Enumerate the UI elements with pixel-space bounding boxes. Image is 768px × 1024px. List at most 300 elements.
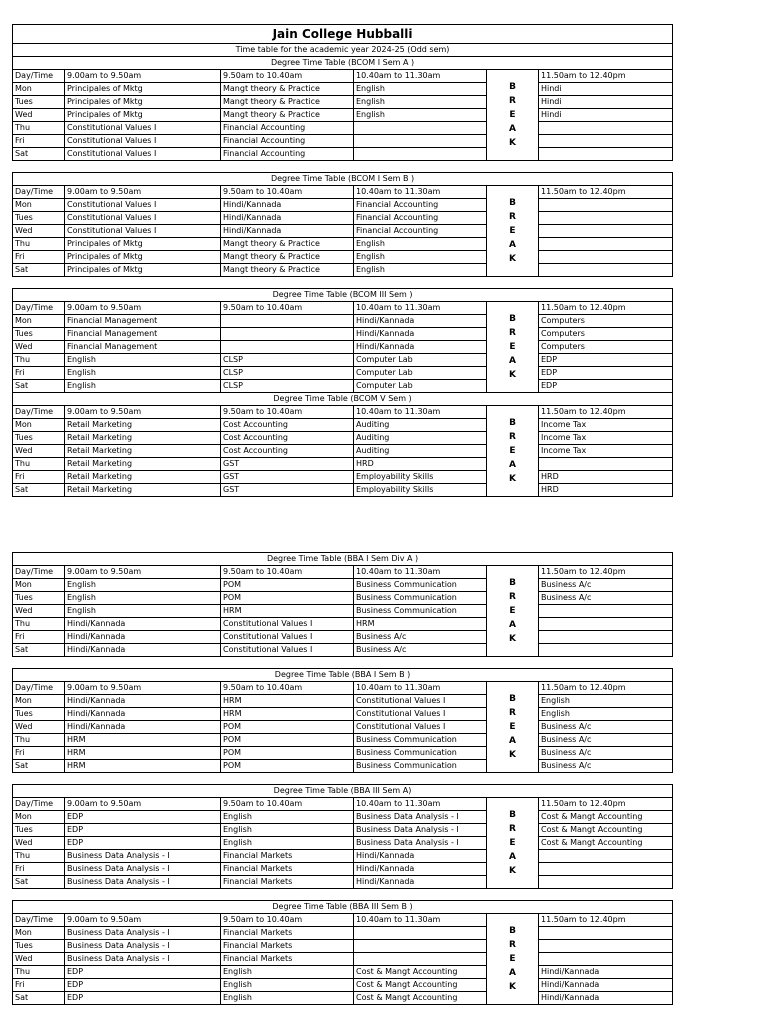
table-cell: Mon xyxy=(13,811,65,824)
table-cell: Tues xyxy=(13,432,65,445)
table-cell: Constitutional Values I xyxy=(65,212,221,225)
table-cell xyxy=(354,135,487,148)
table-cell: Auditing xyxy=(354,432,487,445)
table-cell: English xyxy=(65,579,221,592)
table-cell: Principales of Mktg xyxy=(65,96,221,109)
timetable-block xyxy=(12,668,673,773)
table-row xyxy=(13,927,673,940)
section-gap xyxy=(12,277,672,288)
column-header: 10.40am to 11.30am xyxy=(354,566,487,579)
header-row xyxy=(13,406,673,419)
table-cell: Employability Skills xyxy=(354,471,487,484)
timetable-sheet xyxy=(12,24,672,1005)
table-row xyxy=(13,199,673,212)
table-cell xyxy=(539,135,673,148)
table-cell: Retail Marketing xyxy=(65,458,221,471)
column-header: 9.50am to 10.40am xyxy=(221,186,354,199)
table-cell: Retail Marketing xyxy=(65,484,221,497)
column-header: 9.00am to 9.50am xyxy=(65,682,221,695)
table-cell: Fri xyxy=(13,471,65,484)
table-cell xyxy=(221,315,354,328)
header-row xyxy=(13,302,673,315)
column-header: Day/Time xyxy=(13,798,65,811)
table-cell: Computers xyxy=(539,341,673,354)
table-cell xyxy=(354,953,487,966)
table-cell: Mangt theory & Practice xyxy=(221,238,354,251)
table-row xyxy=(13,618,673,631)
table-cell: Fri xyxy=(13,747,65,760)
column-header: 9.00am to 9.50am xyxy=(65,186,221,199)
column-header: 11.50am to 12.40pm xyxy=(539,566,673,579)
break-letter: B xyxy=(509,314,516,324)
column-header: 9.50am to 10.40am xyxy=(221,798,354,811)
table-cell: Hindi/Kannada xyxy=(539,992,673,1005)
table-row xyxy=(13,940,673,953)
table-cell: Hindi/Kannada xyxy=(354,863,487,876)
break-letter: R xyxy=(509,708,516,718)
section-gap xyxy=(12,773,672,784)
timetable-block xyxy=(12,552,673,657)
table-cell: Business A/c xyxy=(539,760,673,773)
break-letter: A xyxy=(509,460,516,470)
table-title-row xyxy=(13,393,673,406)
table-cell: Income Tax xyxy=(539,445,673,458)
table-cell: Employability Skills xyxy=(354,484,487,497)
table-cell: GST xyxy=(221,471,354,484)
table-cell xyxy=(539,238,673,251)
break-column xyxy=(487,70,539,161)
column-header: 10.40am to 11.30am xyxy=(354,406,487,419)
table-cell xyxy=(539,225,673,238)
table-cell: Business Communication xyxy=(354,579,487,592)
table-title: Degree Time Table (BBA I Sem B ) xyxy=(13,669,673,682)
column-header: 10.40am to 11.30am xyxy=(354,186,487,199)
table-title: Degree Time Table (BCOM V Sem ) xyxy=(13,393,673,406)
table-cell: CLSP xyxy=(221,354,354,367)
table-cell: Hindi/Kannada xyxy=(539,979,673,992)
table-row xyxy=(13,747,673,760)
table-cell: HRM xyxy=(65,734,221,747)
table-cell: Business A/c xyxy=(539,721,673,734)
table-cell xyxy=(221,328,354,341)
timetable-block xyxy=(12,288,673,497)
column-header: 10.40am to 11.30am xyxy=(354,70,487,83)
table-cell: Cost Accounting xyxy=(221,419,354,432)
table-cell: Business A/c xyxy=(539,747,673,760)
column-header: Day/Time xyxy=(13,186,65,199)
section-gap xyxy=(12,657,672,668)
table-cell: Financial Markets xyxy=(221,940,354,953)
table-cell: Mangt theory & Practice xyxy=(221,251,354,264)
table-cell: Constitutional Values I xyxy=(65,135,221,148)
college-row xyxy=(13,25,673,44)
table-cell: Financial Management xyxy=(65,315,221,328)
table-cell: EDP xyxy=(65,979,221,992)
break-letter: B xyxy=(509,418,516,428)
table-cell: Cost & Mangt Accounting xyxy=(539,837,673,850)
table-cell: Business A/c xyxy=(539,579,673,592)
table-cell: Tues xyxy=(13,212,65,225)
table-cell: Business A/c xyxy=(354,644,487,657)
column-header: 9.00am to 9.50am xyxy=(65,302,221,315)
break-letter: B xyxy=(509,694,516,704)
column-header: 9.00am to 9.50am xyxy=(65,566,221,579)
table-cell xyxy=(539,618,673,631)
break-letter: A xyxy=(509,240,516,250)
table-cell: Principales of Mktg xyxy=(65,109,221,122)
table-cell: Cost & Mangt Accounting xyxy=(539,824,673,837)
table-row xyxy=(13,458,673,471)
table-title: Degree Time Table (BBA III Sem B ) xyxy=(13,901,673,914)
table-cell: Business Data Analysis - I xyxy=(65,876,221,889)
table-cell: Wed xyxy=(13,109,65,122)
column-header: Day/Time xyxy=(13,914,65,927)
timetable-block xyxy=(12,900,673,1005)
table-cell: Mon xyxy=(13,83,65,96)
table-cell: Thu xyxy=(13,354,65,367)
table-row xyxy=(13,708,673,721)
table-cell: HRD xyxy=(354,458,487,471)
table-row xyxy=(13,760,673,773)
table-cell xyxy=(539,212,673,225)
table-cell: Hindi/Kannada xyxy=(65,695,221,708)
break-column xyxy=(487,406,539,497)
table-cell: Business Data Analysis - I xyxy=(65,940,221,953)
column-header: Day/Time xyxy=(13,566,65,579)
table-row xyxy=(13,979,673,992)
table-cell: EDP xyxy=(539,367,673,380)
timetable-block xyxy=(12,784,673,889)
table-cell: Mangt theory & Practice xyxy=(221,264,354,277)
table-cell: Constitutional Values I xyxy=(221,644,354,657)
table-cell: Fri xyxy=(13,631,65,644)
break-column xyxy=(487,914,539,1005)
column-header: 9.50am to 10.40am xyxy=(221,566,354,579)
table-title-row xyxy=(13,785,673,798)
table-row xyxy=(13,992,673,1005)
table-cell: EDP xyxy=(539,380,673,393)
table-cell xyxy=(539,264,673,277)
table-cell xyxy=(539,927,673,940)
table-cell: Business A/c xyxy=(539,592,673,605)
break-letter: E xyxy=(509,606,516,616)
table-cell: Business A/c xyxy=(354,631,487,644)
break-letter: K xyxy=(509,474,516,484)
table-cell: Business Communication xyxy=(354,592,487,605)
break-column xyxy=(487,302,539,393)
table-cell: HRM xyxy=(354,618,487,631)
column-header: Day/Time xyxy=(13,682,65,695)
table-cell: English xyxy=(221,966,354,979)
column-header: 9.00am to 9.50am xyxy=(65,70,221,83)
table-cell: Hindi/Kannada xyxy=(221,212,354,225)
table-cell: HRM xyxy=(221,605,354,618)
table-row xyxy=(13,264,673,277)
table-cell: Constitutional Values I xyxy=(221,631,354,644)
table-row xyxy=(13,966,673,979)
table-cell: Constitutional Values I xyxy=(65,148,221,161)
table-cell xyxy=(539,122,673,135)
table-cell: English xyxy=(539,708,673,721)
table-cell: HRD xyxy=(539,484,673,497)
break-letter: R xyxy=(509,940,516,950)
break-letter: B xyxy=(509,578,516,588)
table-cell: POM xyxy=(221,579,354,592)
section-gap xyxy=(12,889,672,900)
table-cell: Hindi/Kannada xyxy=(354,850,487,863)
table-row xyxy=(13,225,673,238)
table-cell: Business Data Analysis - I xyxy=(65,927,221,940)
break-letter: B xyxy=(509,810,516,820)
column-header: 9.50am to 10.40am xyxy=(221,406,354,419)
table-row xyxy=(13,953,673,966)
table-title-row xyxy=(13,173,673,186)
table-cell xyxy=(354,122,487,135)
table-cell: Cost Accounting xyxy=(221,445,354,458)
table-cell: English xyxy=(65,592,221,605)
table-cell: Sat xyxy=(13,760,65,773)
table-cell: Computer Lab xyxy=(354,354,487,367)
table-cell: Business A/c xyxy=(539,734,673,747)
table-row xyxy=(13,876,673,889)
table-cell: Hindi/Kannada xyxy=(354,328,487,341)
table-cell: Retail Marketing xyxy=(65,419,221,432)
table-cell: Sat xyxy=(13,484,65,497)
timetable-block xyxy=(12,172,673,277)
table-cell: Business Communication xyxy=(354,605,487,618)
table-cell: Thu xyxy=(13,966,65,979)
column-header: 11.50am to 12.40pm xyxy=(539,406,673,419)
break-letter: A xyxy=(509,356,516,366)
table-cell: English xyxy=(354,238,487,251)
table-cell: Sat xyxy=(13,148,65,161)
table-cell: HRM xyxy=(65,760,221,773)
table-row xyxy=(13,432,673,445)
table-row xyxy=(13,644,673,657)
table-cell: POM xyxy=(221,721,354,734)
table-cell: Tues xyxy=(13,824,65,837)
table-cell: Sat xyxy=(13,644,65,657)
table-cell: Fri xyxy=(13,135,65,148)
table-cell: Constitutional Values I xyxy=(354,721,487,734)
table-cell: Financial Accounting xyxy=(221,122,354,135)
table-cell: Retail Marketing xyxy=(65,432,221,445)
table-cell: Mon xyxy=(13,199,65,212)
table-cell: Retail Marketing xyxy=(65,471,221,484)
table-cell xyxy=(539,199,673,212)
table-cell xyxy=(539,605,673,618)
table-cell: Hindi xyxy=(539,109,673,122)
table-cell xyxy=(221,341,354,354)
table-cell: Financial Accounting xyxy=(354,212,487,225)
table-cell: Constitutional Values I xyxy=(354,708,487,721)
table-cell: EDP xyxy=(65,811,221,824)
table-title-row xyxy=(13,553,673,566)
table-row xyxy=(13,341,673,354)
table-cell: EDP xyxy=(65,837,221,850)
column-header: 11.50am to 12.40pm xyxy=(539,302,673,315)
table-cell: Financial Markets xyxy=(221,863,354,876)
table-row xyxy=(13,367,673,380)
table-row xyxy=(13,419,673,432)
timetable-block xyxy=(12,24,673,161)
table-cell xyxy=(539,850,673,863)
table-cell xyxy=(539,631,673,644)
section-gap xyxy=(12,497,672,552)
table-row xyxy=(13,811,673,824)
break-letter: E xyxy=(509,722,516,732)
table-row xyxy=(13,695,673,708)
table-cell: Financial Accounting xyxy=(354,199,487,212)
table-row xyxy=(13,328,673,341)
table-row xyxy=(13,445,673,458)
break-letter: R xyxy=(509,328,516,338)
break-letter: K xyxy=(509,254,516,264)
table-cell: English xyxy=(221,837,354,850)
break-letter: B xyxy=(509,198,516,208)
table-cell xyxy=(354,927,487,940)
table-cell xyxy=(539,876,673,889)
table-cell: English xyxy=(539,695,673,708)
table-row xyxy=(13,148,673,161)
table-cell: Cost & Mangt Accounting xyxy=(354,966,487,979)
table-row xyxy=(13,238,673,251)
table-cell: Mon xyxy=(13,579,65,592)
column-header: 9.00am to 9.50am xyxy=(65,798,221,811)
header-row xyxy=(13,70,673,83)
table-cell: Financial Markets xyxy=(221,953,354,966)
table-cell: Sat xyxy=(13,992,65,1005)
table-cell: Wed xyxy=(13,721,65,734)
break-letter: E xyxy=(509,446,516,456)
table-row xyxy=(13,824,673,837)
column-header: 11.50am to 12.40pm xyxy=(539,186,673,199)
table-row xyxy=(13,354,673,367)
break-letter: R xyxy=(509,592,516,602)
table-cell: Business Data Analysis - I xyxy=(354,811,487,824)
break-letter: E xyxy=(509,342,516,352)
table-cell: Fri xyxy=(13,251,65,264)
table-cell xyxy=(354,148,487,161)
table-title: Degree Time Table (BBA III Sem A) xyxy=(13,785,673,798)
table-cell: Hindi/Kannada xyxy=(221,199,354,212)
table-cell: Hindi/Kannada xyxy=(539,966,673,979)
table-cell: Computer Lab xyxy=(354,380,487,393)
table-cell: Constitutional Values I xyxy=(65,122,221,135)
table-row xyxy=(13,380,673,393)
column-header: 11.50am to 12.40pm xyxy=(539,798,673,811)
table-cell: POM xyxy=(221,760,354,773)
table-row xyxy=(13,631,673,644)
break-letter: K xyxy=(509,750,516,760)
table-title: Degree Time Table (BCOM I Sem A ) xyxy=(13,57,673,70)
table-row xyxy=(13,837,673,850)
table-row xyxy=(13,484,673,497)
table-cell: EDP xyxy=(65,966,221,979)
break-letter: R xyxy=(509,212,516,222)
table-cell: Wed xyxy=(13,341,65,354)
table-cell: Thu xyxy=(13,122,65,135)
table-row xyxy=(13,605,673,618)
table-cell: English xyxy=(221,811,354,824)
break-letter: K xyxy=(509,634,516,644)
column-header: Day/Time xyxy=(13,406,65,419)
table-row xyxy=(13,471,673,484)
table-cell: Hindi/Kannada xyxy=(65,618,221,631)
table-cell: EDP xyxy=(65,992,221,1005)
table-cell: Financial Markets xyxy=(221,927,354,940)
table-cell: Business Data Analysis - I xyxy=(65,850,221,863)
table-cell: Mangt theory & Practice xyxy=(221,109,354,122)
table-cell: English xyxy=(221,992,354,1005)
table-cell: GST xyxy=(221,484,354,497)
table-cell: Auditing xyxy=(354,419,487,432)
table-cell: Hindi/Kannada xyxy=(354,315,487,328)
break-letter: A xyxy=(509,968,516,978)
header-row xyxy=(13,914,673,927)
table-cell: Financial Accounting xyxy=(221,148,354,161)
column-header: 9.00am to 9.50am xyxy=(65,914,221,927)
table-title-row xyxy=(13,901,673,914)
table-row xyxy=(13,212,673,225)
table-cell: Business Data Analysis - I xyxy=(354,824,487,837)
table-cell: EDP xyxy=(65,824,221,837)
table-cell: HRM xyxy=(65,747,221,760)
table-title: Degree Time Table (BBA I Sem Div A ) xyxy=(13,553,673,566)
table-cell: Hindi/Kannada xyxy=(65,708,221,721)
college-name: Jain College Hubballi xyxy=(13,25,673,44)
table-cell: Principales of Mktg xyxy=(65,83,221,96)
header-row xyxy=(13,798,673,811)
table-row xyxy=(13,850,673,863)
break-letter: A xyxy=(509,124,516,134)
table-cell: Income Tax xyxy=(539,419,673,432)
break-column xyxy=(487,566,539,657)
table-cell: Mon xyxy=(13,695,65,708)
table-cell: Business Data Analysis - I xyxy=(354,837,487,850)
column-header: 10.40am to 11.30am xyxy=(354,302,487,315)
table-cell: English xyxy=(354,264,487,277)
table-cell: English xyxy=(65,605,221,618)
table-row xyxy=(13,734,673,747)
table-title-row xyxy=(13,289,673,302)
table-cell: POM xyxy=(221,592,354,605)
table-cell: Tues xyxy=(13,96,65,109)
table-cell: HRD xyxy=(539,471,673,484)
table-cell: Tues xyxy=(13,328,65,341)
table-cell: Financial Markets xyxy=(221,876,354,889)
table-cell: Wed xyxy=(13,953,65,966)
break-letter: B xyxy=(509,926,516,936)
table-cell xyxy=(539,644,673,657)
table-cell: Principales of Mktg xyxy=(65,251,221,264)
table-cell xyxy=(539,863,673,876)
break-column xyxy=(487,186,539,277)
break-letter: E xyxy=(509,838,516,848)
column-header: 11.50am to 12.40pm xyxy=(539,914,673,927)
break-letter: E xyxy=(509,954,516,964)
column-header: 9.00am to 9.50am xyxy=(65,406,221,419)
table-cell: Business Communication xyxy=(354,734,487,747)
table-row xyxy=(13,315,673,328)
table-row xyxy=(13,863,673,876)
table-cell: Financial Accounting xyxy=(221,135,354,148)
table-cell: English xyxy=(354,251,487,264)
table-cell: Wed xyxy=(13,837,65,850)
table-row xyxy=(13,251,673,264)
table-cell: Hindi xyxy=(539,96,673,109)
table-row xyxy=(13,592,673,605)
